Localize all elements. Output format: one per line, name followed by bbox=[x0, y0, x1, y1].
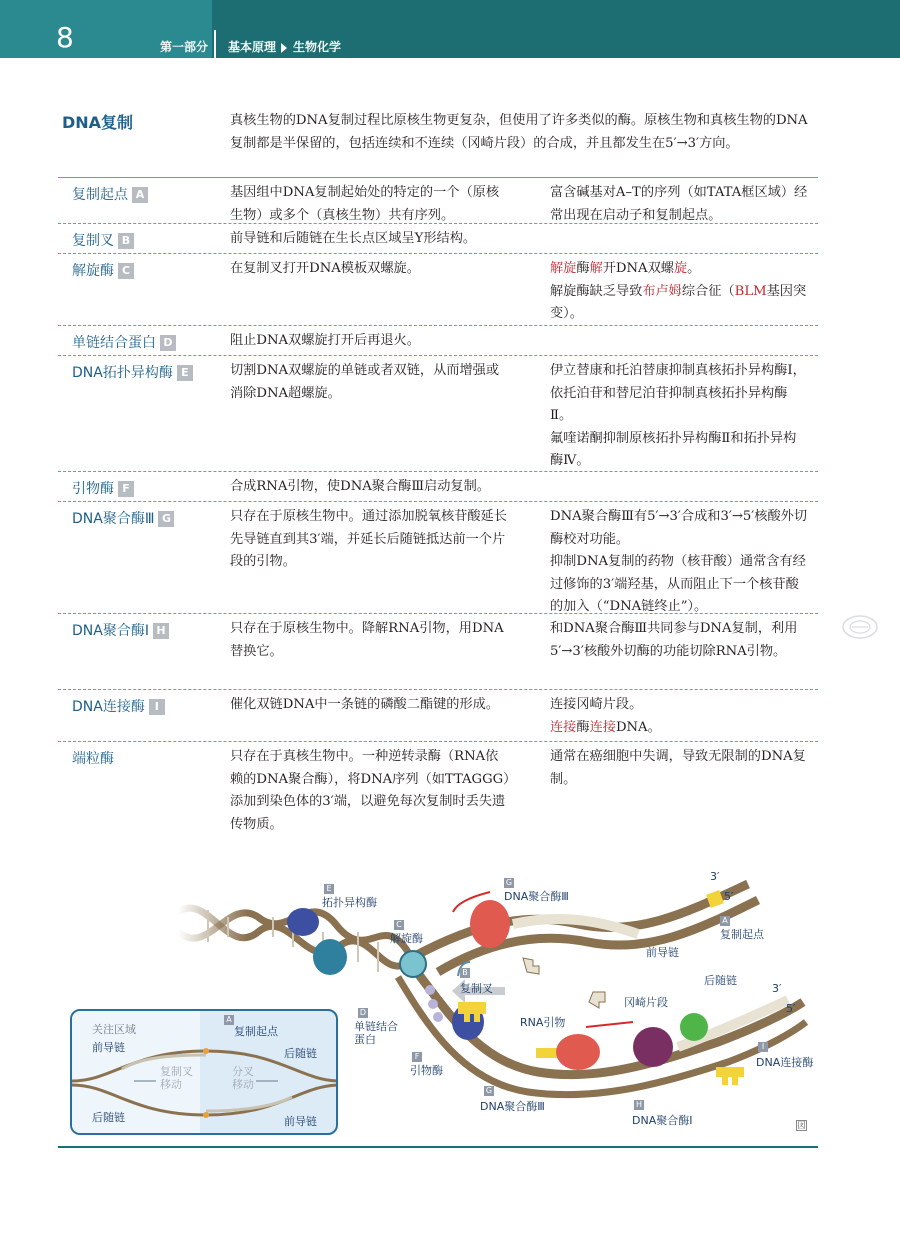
row-note-paragraph: 通常在癌细胞中失调，导致无限制的DNA复制。 bbox=[550, 749, 806, 787]
row-description: 合成RNA引物，使DNA聚合酶Ⅲ启动复制。 bbox=[230, 479, 490, 494]
note-text: 基因突变）。 bbox=[550, 283, 807, 321]
highlight-text: 解旋 bbox=[550, 261, 577, 276]
label-lagging-strand: 后随链 bbox=[704, 974, 737, 987]
row-term bbox=[72, 696, 222, 718]
row-note-paragraph: 氟喹诺酮抑制原核拓扑异构酶Ⅱ和拓扑异构酶Ⅳ。 bbox=[550, 430, 797, 468]
note-text: 综合征（ bbox=[681, 283, 735, 299]
label-ssb: 单链结合 蛋白 bbox=[354, 1020, 398, 1046]
breadcrumb-section: 基本原理 bbox=[228, 40, 277, 54]
margin-logo-icon bbox=[840, 612, 880, 642]
row-term-text: DNA聚合酶Ⅰ bbox=[72, 623, 149, 639]
inset-leading-right: 前导链 bbox=[284, 1115, 317, 1128]
row-term bbox=[72, 478, 222, 500]
inset-lagging-right: 后随链 bbox=[284, 1047, 317, 1060]
label-polymerase-i: DNA聚合酶Ⅰ bbox=[632, 1114, 693, 1127]
table-row bbox=[58, 326, 818, 356]
row-term-text: DNA聚合酶Ⅲ bbox=[72, 511, 155, 527]
row-letter-badge: I bbox=[149, 699, 165, 715]
diagram-letter-e: E bbox=[324, 884, 334, 894]
table-row bbox=[58, 472, 818, 502]
table-intro-row bbox=[58, 106, 818, 178]
row-note-paragraph: 伊立替康和托泊替康抑制真核拓扑异构酶Ⅰ，依托泊苷和替尼泊苷抑制真核拓扑异构酶Ⅱ。 bbox=[550, 363, 806, 423]
diagram-letter-h: H bbox=[635, 1100, 642, 1109]
row-term-text: 复制叉 bbox=[72, 233, 114, 249]
label-primase: 引物酶 bbox=[410, 1064, 443, 1077]
row-note bbox=[550, 182, 808, 227]
part-label: 第一部分 bbox=[160, 40, 209, 54]
note-text: 酶 bbox=[576, 261, 590, 276]
diagram-letter-d: D bbox=[359, 1008, 367, 1017]
table-row bbox=[58, 356, 818, 472]
row-letter-badge: B bbox=[118, 233, 134, 249]
label-ligase: DNA连接酶 bbox=[756, 1056, 814, 1069]
table-row bbox=[58, 690, 818, 742]
label-helicase: 解旋酶 bbox=[390, 932, 423, 945]
inset-origin: 复制起点 bbox=[234, 1025, 278, 1038]
row-note-paragraph: DNA聚合酶Ⅲ有5′→3′合成和3′→5′核酸外切酶校对功能。 bbox=[550, 509, 808, 547]
note-text: 解旋酶缺乏导致 bbox=[550, 283, 643, 299]
row-note bbox=[550, 360, 808, 473]
row-term bbox=[72, 362, 222, 384]
diagram-letter-f: F bbox=[412, 1052, 422, 1062]
row-letter-badge: A bbox=[132, 187, 148, 203]
row-note-paragraph: 抑制DNA复制的药物（核苷酸）通常含有经过修饰的3′端羟基，从而阻止下一个核苷酸的加入（“DNA链终止”）。 bbox=[550, 554, 806, 614]
row-letter-badge: H bbox=[153, 623, 169, 639]
diagram-letter-c: C bbox=[394, 920, 404, 930]
row-note-paragraph bbox=[550, 281, 808, 326]
highlight-text: 解 bbox=[589, 261, 603, 276]
leading-strand bbox=[413, 884, 758, 972]
row-letter-badge: E bbox=[177, 365, 193, 381]
nucleotide-fragment bbox=[523, 958, 539, 974]
row-description: 前导链和后随链在生长点区域呈Y形结构。 bbox=[230, 231, 477, 246]
label-5prime-bottom: 5′ bbox=[786, 1002, 796, 1015]
row-letter-badge: D bbox=[160, 335, 176, 351]
row-description: 在复制叉打开DNA模板双螺旋。 bbox=[230, 261, 420, 276]
row-term bbox=[72, 184, 222, 206]
highlight-text: BLM bbox=[734, 283, 767, 299]
label-rna-primer: RNA引物 bbox=[520, 1016, 566, 1029]
row-letter-badge: G bbox=[158, 511, 174, 527]
table-row bbox=[58, 614, 818, 690]
note-text: 开DNA双螺 bbox=[602, 261, 674, 276]
row-term-text: 解旋酶 bbox=[72, 263, 114, 279]
label-5prime-top: 5′ bbox=[724, 890, 734, 903]
label-3prime-bottom: 3′ bbox=[772, 982, 782, 995]
header-separator bbox=[214, 30, 216, 58]
dna-replication-table bbox=[58, 106, 818, 834]
row-description: 只存在于原核生物中。通过添加脱氧核苷酸延长先导链直到其3′端，并延长后随链抵达前一个片段的引物。 bbox=[230, 509, 507, 569]
dna-replication-diagram bbox=[58, 862, 818, 1142]
row-term bbox=[72, 748, 222, 770]
inset-leading-left: 前导链 bbox=[92, 1041, 125, 1054]
row-term-text: 引物酶 bbox=[72, 481, 114, 497]
row-note-paragraph: 富含碱基对A–T的序列（如TATA框区域）经常出现在启动子和复制起点。 bbox=[550, 185, 808, 223]
row-term bbox=[72, 332, 222, 354]
row-description: 阻止DNA双螺旋打开后再退火。 bbox=[230, 333, 420, 348]
label-topoisomerase: 拓扑异构酶 bbox=[322, 896, 377, 909]
primase-shape bbox=[452, 1002, 486, 1040]
row-note bbox=[550, 694, 808, 739]
diagram-letter-b: B bbox=[460, 968, 470, 978]
highlight-text: 连接 bbox=[589, 719, 616, 735]
helicase-shape bbox=[400, 951, 426, 977]
inset-letter-a: A bbox=[224, 1015, 234, 1025]
row-note bbox=[550, 618, 808, 663]
diagram-letter-a: A bbox=[720, 916, 730, 926]
row-term-text: 端粒酶 bbox=[72, 751, 114, 767]
note-text: 酶 bbox=[576, 719, 590, 735]
note-text: 。 bbox=[687, 261, 701, 276]
row-note-paragraph: 连接冈崎片段。 bbox=[550, 697, 643, 712]
label-okazaki: 冈崎片段 bbox=[624, 996, 668, 1009]
direction-arrow-bottom bbox=[586, 1022, 633, 1027]
label-3prime-top: 3′ bbox=[710, 870, 720, 883]
breadcrumb-subsection: 生物化学 bbox=[293, 40, 342, 54]
bottom-rule bbox=[58, 1146, 818, 1148]
label-polymerase-iii-top: DNA聚合酶Ⅲ bbox=[504, 890, 569, 903]
highlight-text: 布卢姆 bbox=[642, 283, 682, 299]
row-letter-badge: C bbox=[118, 263, 134, 279]
nucleotide-fragment-2 bbox=[589, 992, 605, 1008]
polymerase-iii-top-shape bbox=[458, 900, 510, 976]
row-letter-badge: F bbox=[118, 481, 134, 497]
diagram-letter-g-top: G bbox=[505, 878, 513, 887]
inset-area-of-focus bbox=[70, 1009, 338, 1135]
inset-lagging-left: 后随链 bbox=[92, 1111, 125, 1124]
breadcrumb-arrow-icon bbox=[281, 43, 287, 53]
diagram-letter-g-bottom: G bbox=[485, 1086, 493, 1095]
row-term-text: DNA连接酶 bbox=[72, 699, 145, 715]
inset-title: 关注区域 bbox=[92, 1023, 136, 1036]
polymerase-iii-bottom-shape bbox=[556, 1034, 600, 1070]
inset-fork-move-right: 分叉 移动 bbox=[232, 1065, 254, 1091]
breadcrumb bbox=[228, 38, 341, 55]
page-number-box bbox=[0, 0, 212, 58]
table-row bbox=[58, 742, 818, 834]
row-note-paragraph: 和DNA聚合酶Ⅲ共同参与DNA复制，利用5′→3′核酸外切酶的功能切除RNA引物。 bbox=[550, 621, 798, 659]
row-description: 只存在于原核生物中。降解RNA引物，用DNA替换它。 bbox=[230, 621, 504, 659]
table-row bbox=[58, 224, 818, 254]
row-term bbox=[72, 260, 222, 282]
label-replication-fork: 复制叉 bbox=[460, 982, 493, 995]
row-note bbox=[550, 258, 808, 326]
page-header bbox=[0, 0, 900, 58]
table-title: DNA复制 bbox=[62, 113, 134, 132]
rna-primer-free-1 bbox=[716, 1067, 744, 1085]
label-leading-strand: 前导链 bbox=[646, 946, 679, 959]
row-term bbox=[72, 508, 222, 530]
row-term-text: DNA拓扑异构酶 bbox=[72, 365, 173, 381]
table-row bbox=[58, 502, 818, 614]
label-polymerase-iii-bottom: DNA聚合酶Ⅲ bbox=[480, 1100, 545, 1113]
row-note-paragraph bbox=[550, 717, 808, 740]
row-description: 切割DNA双螺旋的单链或者双链，从而增强或消除DNA超螺旋。 bbox=[230, 363, 500, 401]
diagram-letter-i: I bbox=[758, 1042, 768, 1052]
row-term-text: 复制起点 bbox=[72, 187, 128, 203]
row-term bbox=[72, 230, 222, 252]
inset-fork-move-left: 复制叉 移动 bbox=[160, 1065, 193, 1091]
row-term bbox=[72, 620, 222, 642]
row-description: 催化双链DNA中一条链的磷酸二酯键的形成。 bbox=[230, 697, 500, 712]
corner-mark-icon: 図 bbox=[797, 1121, 806, 1130]
polymerase-i-shape bbox=[633, 1027, 673, 1067]
highlight-text: 旋 bbox=[673, 261, 688, 276]
intro-text: 真核生物的DNA复制过程比原核生物更复杂，但使用了许多类似的酶。原核生物和真核生物的DNA复制都是半保留的，包括连续和不连续（冈崎片段）的合成，并且都发生在5′→3′方向。 bbox=[230, 113, 808, 151]
row-description: 基因组中DNA复制起始处的特定的一个（原核生物）或多个（真核生物）共有序列。 bbox=[230, 185, 500, 223]
row-note bbox=[550, 746, 808, 791]
ligase-shape bbox=[680, 1013, 708, 1041]
row-note bbox=[550, 506, 808, 619]
row-term-text: 单链结合蛋白 bbox=[72, 335, 156, 351]
note-text: DNA。 bbox=[615, 719, 661, 735]
row-description: 只存在于真核生物中。一种逆转录酶（RNA依赖的DNA聚合酶），将DNA序列（如TTAGGG）添加到染色体的3′端，以避免每次复制时丢失遗传物质。 bbox=[230, 749, 510, 832]
row-note-paragraph bbox=[550, 258, 808, 281]
label-origin: 复制起点 bbox=[720, 928, 764, 941]
table-row bbox=[58, 178, 818, 224]
page-number: 8 bbox=[56, 21, 74, 54]
table-row bbox=[58, 254, 818, 326]
highlight-text: 连接 bbox=[550, 719, 577, 735]
